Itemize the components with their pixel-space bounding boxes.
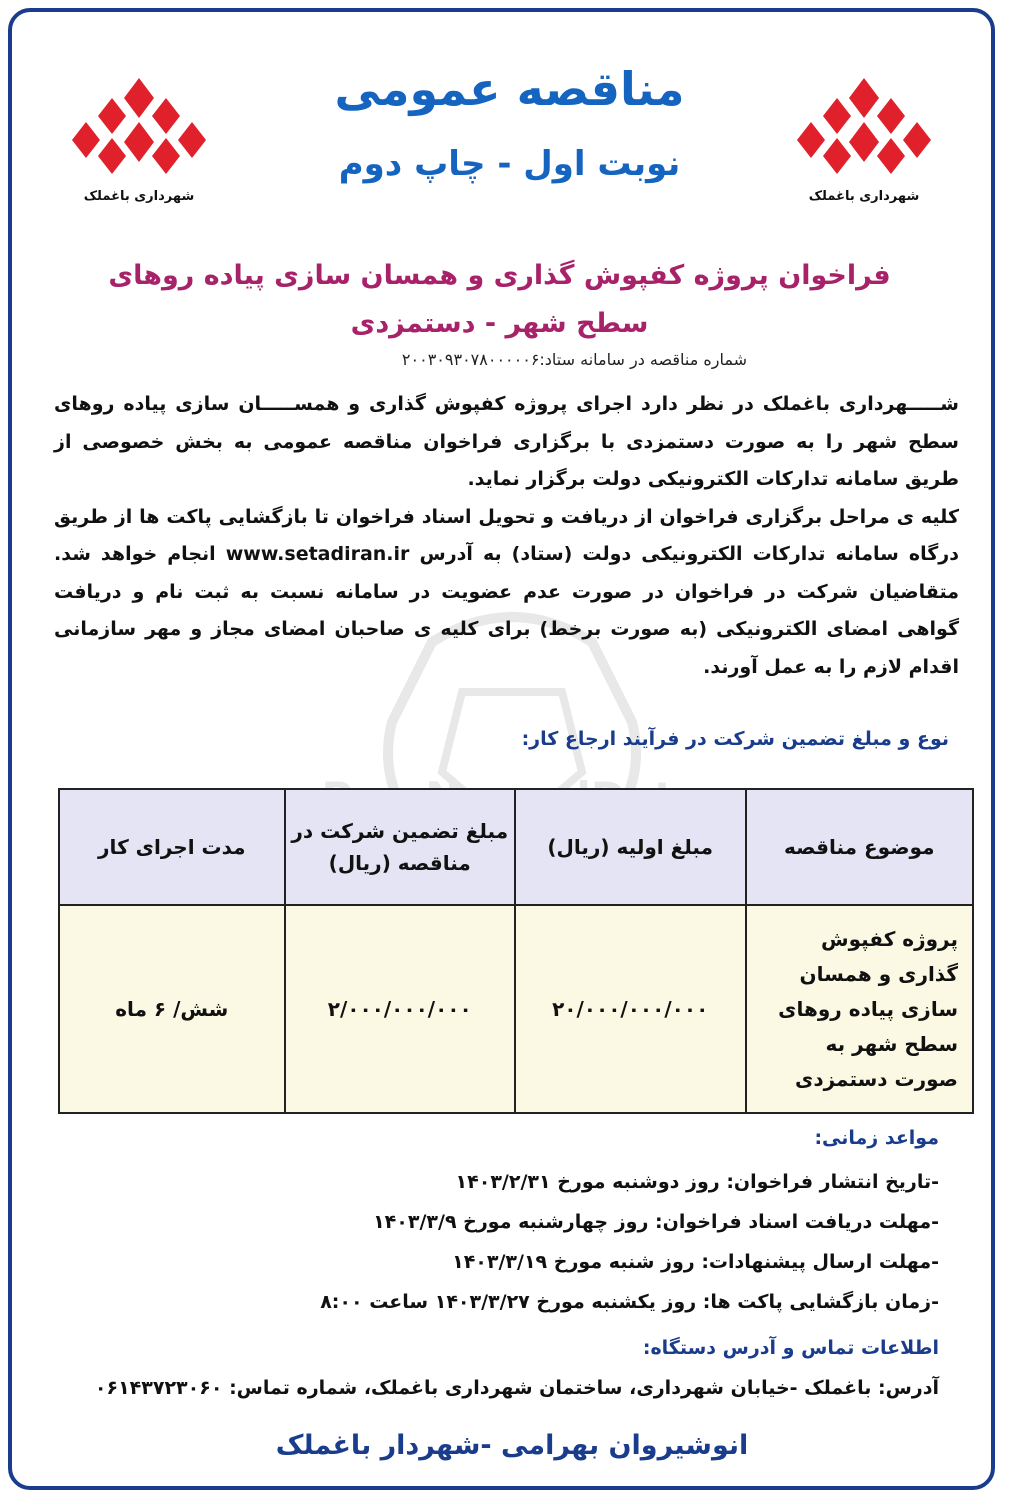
announcement-headline bbox=[72, 252, 927, 348]
contact-address: آدرس: باغملک -خیابان شهرداری، ساختمان شهرداری باغملک، شماره تماس: ۰۶۱۴۳۷۲۳۰۶۰ bbox=[94, 1377, 939, 1399]
list-item: -زمان بازگشایی پاکت ها: روز یکشنبه مورخ ۱۴۰۳/۳/۲۷ ساعت ۸:۰۰ bbox=[320, 1291, 939, 1313]
guarantee-heading: نوع و مبلغ تضمین شرکت در فرآیند ارجاع کار: bbox=[521, 728, 949, 750]
mayor-signature: انوشیروان بهرامی -شهردار باغملک bbox=[275, 1430, 749, 1461]
table-header-row bbox=[59, 789, 973, 905]
header-subject: موضوع مناقصه bbox=[746, 789, 974, 905]
cell-subject: پروژه کفپوش گذاری و همسان سازی پیاده روهای سطح شهر به صورت دستمزدی bbox=[746, 905, 974, 1113]
municipality-emblem-icon bbox=[64, 74, 214, 204]
paragraph-2-start: کلیه ی مراحل برگزاری فراخوان از دریافت و تحویل اسناد فراخوان تا بازگشایی پاکت ها از طریق درگاه سامانه تدارکات الکترونیکی دولت (ستاد) به آدرس bbox=[54, 505, 959, 565]
deadlines-list bbox=[39, 1162, 939, 1322]
headline-line-2: سطح شهر - دستمزدی bbox=[350, 308, 649, 339]
announcement-frame bbox=[8, 8, 995, 1490]
tender-number: شماره مناقصه در سامانه ستاد:۲۰۰۳۰۹۳۰۷۸۰۰۰۰۰۶ bbox=[401, 350, 747, 369]
logo-caption: شهرداری باغملک bbox=[808, 189, 920, 204]
setad-website-link[interactable]: www.setadiran.ir bbox=[225, 543, 410, 565]
header-initial-amount: مبلغ اولیه (ریال) bbox=[515, 789, 746, 905]
list-item: -مهلت ارسال پیشنهادات: روز شنبه مورخ ۱۴۰۳/۳/۱۹ bbox=[452, 1251, 939, 1273]
municipality-logo-right bbox=[789, 74, 939, 204]
logo-caption: شهرداری باغملک bbox=[83, 189, 195, 204]
announcement-body bbox=[54, 386, 959, 686]
header-duration: مدت اجرای کار bbox=[59, 789, 285, 905]
body-paragraph-2 bbox=[54, 499, 959, 687]
deadlines-heading: مواعد زمانی: bbox=[814, 1127, 939, 1149]
headline-line-1: فراخوان پروژه کفپوش گذاری و همسان سازی پیاده روهای bbox=[108, 260, 891, 291]
table-row bbox=[59, 905, 973, 1113]
header-guarantee-amount: مبلغ تضمین شرکت در مناقصه (ریال) bbox=[285, 789, 515, 905]
cell-initial-amount: ۲۰/۰۰۰/۰۰۰/۰۰۰ bbox=[515, 905, 746, 1113]
paragraph-2-end: انجام خواهد شد. متقاضیان شرکت در فراخوان در صورت عدم عضویت در سامانه نسبت به ثبت نام و دریافت گواهی امضای الکترونیکی (به صورت برخط) برای کلیه ی صاحبان امضای مجاز و مهر سازمانی اقدام لازم را به عمل آورند. bbox=[54, 543, 959, 678]
page-title: مناقصه عمومی bbox=[334, 62, 685, 116]
municipality-emblem-icon bbox=[789, 74, 939, 204]
body-paragraph-1: شـــــهرداری باغملک در نظر دارد اجرای پروژه کفپوش گذاری و همســـــان سازی پیاده روهای سطح شهر را به صورت دستمزدی با برگزاری فراخوان مناقصه عمومی به بخش خصوصی از طریق سامانه تدارکات الکترونیکی دولت برگزار نماید. bbox=[54, 393, 959, 490]
cell-guarantee-amount: ۲/۰۰۰/۰۰۰/۰۰۰ bbox=[285, 905, 515, 1113]
cell-duration: شش/ ۶ ماه bbox=[59, 905, 285, 1113]
list-item: -مهلت دریافت اسناد فراخوان: روز چهارشنبه مورخ ۱۴۰۳/۳/۹ bbox=[373, 1211, 939, 1233]
page-subtitle: نوبت اول - چاپ دوم bbox=[338, 144, 681, 184]
contact-heading: اطلاعات تماس و آدرس دستگاه: bbox=[642, 1337, 939, 1359]
tender-table bbox=[58, 788, 974, 1114]
municipality-logo-left bbox=[64, 74, 214, 204]
list-item: -تاریخ انتشار فراخوان: روز دوشنبه مورخ ۱۴۰۳/۲/۳۱ bbox=[455, 1171, 939, 1193]
